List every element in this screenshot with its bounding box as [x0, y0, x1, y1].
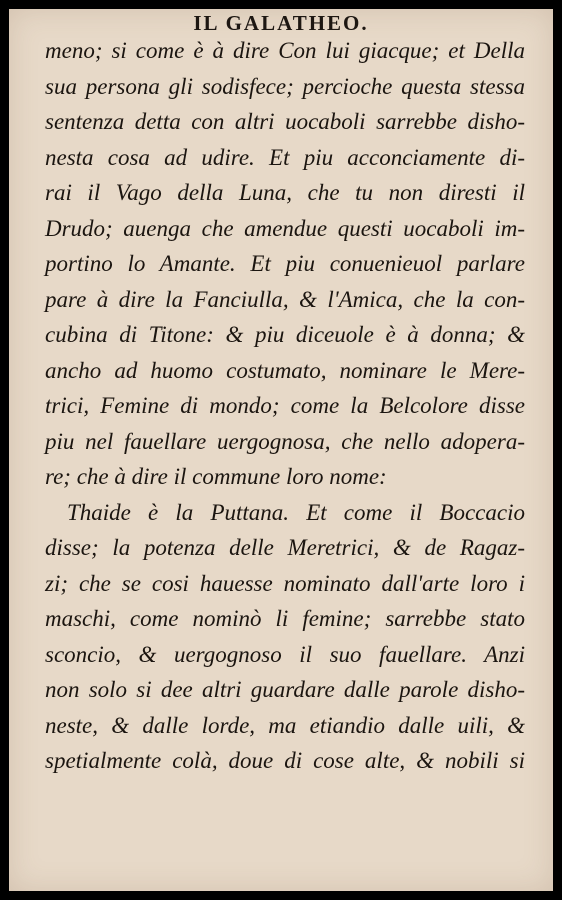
text-line: meno; si come è à dire Con lui giacque; et Della [45, 38, 525, 63]
text-line: maschi, come nominò li femine; sarrebbe stato [45, 606, 525, 631]
paragraph-1 [45, 33, 525, 495]
text-line: trici, Femine di mondo; come la Belcolore disse [45, 393, 525, 418]
text-line: cubina di Titone: & piu diceuole è à donna; & [45, 322, 525, 347]
text-line: sconcio, & uergognoso il suo fauellare. Anzi [45, 641, 525, 667]
text-line: re; che à dire il commune loro nome: [45, 464, 387, 489]
text-line: sua persona gli sodisfece; percioche questa stessa [45, 73, 525, 99]
text-line: non solo si dee altri guardare dalle parole disho- [45, 677, 525, 702]
text-line: sentenza detta con altri uocaboli sarrebbe disho- [45, 109, 525, 134]
text-line: portino lo Amante. Et piu conuenieuol parlare [45, 251, 525, 276]
text-line: spetialmente colà, doue di cose alte, & nobili si [45, 748, 525, 773]
text-line: Thaide è la Puttana. Et come il Boccacio [67, 499, 525, 525]
text-line: rai il Vago della Luna, che tu non diresti il [45, 180, 525, 205]
paragraph-2 [45, 495, 525, 779]
running-title: IL GALATHEO. [193, 11, 369, 35]
text-line: piu nel fauellare uergognosa, che nello adopera- [45, 428, 525, 454]
text-line: Drudo; auenga che amendue questi uocaboli im- [45, 215, 525, 241]
text-line: ancho ad huomo costumato, nominare le Mere- [45, 357, 525, 383]
text-line: nesta cosa ad udire. Et piu acconciamente di- [45, 144, 525, 170]
text-line: pare à dire la Fanciulla, & l'Amica, che la con- [45, 286, 525, 312]
text-line: disse; la potenza delle Meretrici, & de Ragaz- [45, 535, 525, 560]
book-page [9, 9, 553, 891]
text-line: zi; che se cosi hauesse nominato dall'arte loro i [45, 570, 525, 596]
text-line: neste, & dalle lorde, ma etiandio dalle uili, & [45, 712, 525, 738]
body-text [45, 33, 525, 779]
